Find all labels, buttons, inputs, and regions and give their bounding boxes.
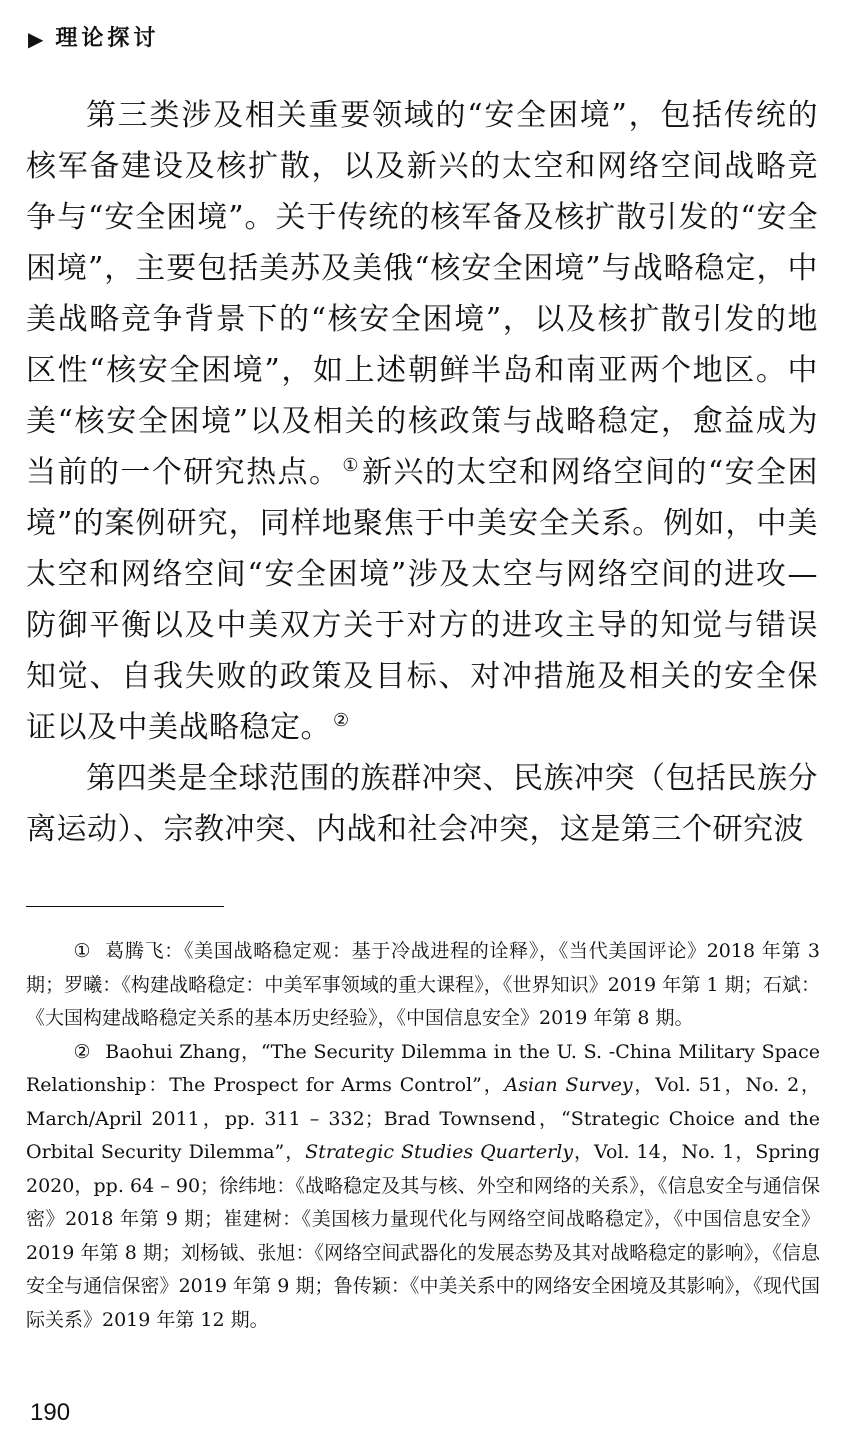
footnote-2-journal-1: Asian Survey <box>504 1074 633 1096</box>
footnote-2-text-2: ，Vol. 51，No. 2，March/April 2011，pp. 311 – 332；Brad Townsend，“Strategic Choice and the Orbital Security Dilemma”， <box>26 1074 820 1163</box>
footnote-2-text-3: ，Vol. 14，No. 1，Spring 2020，pp. 64 – 90；徐纬地：《战略稳定及其与核、外空和网络的关系》，《信息安全与通信保密》2018 年第 9 期；崔建树：《美国核力量现代化与网络空间战略稳定》，《中国信息安全》2019 年第 8 期；刘杨钺、张旭：《网络空间武器化的发展态势及其对战略稳定的影响》，《信息安全与通信保密》2019 年第 9 期；鲁传颖：《中美关系中的网络安全困境及其影响》，《现代国际关系》2019 年第 12 期。 <box>26 1141 820 1331</box>
main-text <box>26 90 818 855</box>
paragraph-1-part-b: 新兴的太空和网络空间的“安全困境”的案例研究，同样地聚焦于中美安全关系。例如，中美太空和网络空间“安全困境”涉及太空与网络空间的进攻—防御平衡以及中美双方关于对方的进攻主导的知觉与错误知觉、自我失败的政策及目标、对冲措施及相关的安全保证以及中美战略稳定。 <box>26 455 818 745</box>
footnote-ref-2[interactable]: ② <box>333 710 350 731</box>
paragraph-1-part-a: 第三类涉及相关重要领域的“安全困境”，包括传统的核军备建设及核扩散，以及新兴的太空和网络空间战略竞争与“安全困境”。关于传统的核军备及核扩散引发的“安全困境”，主要包括美苏及美俄“核安全困境”与战略稳定，中美战略竞争背景下的“核安全困境”，以及核扩散引发的地区性“核安全困境”，如上述朝鲜半岛和南亚两个地区。中美“核安全困境”以及相关的核政策与战略稳定，愈益成为当前的一个研究热点。 <box>26 98 818 490</box>
triangle-marker-icon: ▶ <box>28 27 44 51</box>
footnote-1 <box>26 935 820 1036</box>
footnote-ref-1[interactable]: ① <box>342 455 360 476</box>
footnotes <box>26 935 820 1337</box>
section-title: 理论探讨 <box>55 26 160 51</box>
footnote-1-number: ① <box>73 940 92 962</box>
footnote-divider <box>26 906 224 907</box>
footnote-2-journal-2: Strategic Studies Quarterly <box>305 1141 574 1163</box>
page-number: 190 <box>30 1399 71 1426</box>
footnote-2 <box>26 1036 820 1338</box>
footnote-2-text-1: Baohui Zhang，“The Security Dilemma in the U. S. -China Military Space Relationship：The Prospect for Arms Control”， <box>26 1040 820 1096</box>
footnote-2-number: ② <box>73 1040 92 1063</box>
paragraph-2: 第四类是全球范围的族群冲突、民族冲突（包括民族分离运动）、宗教冲突、内战和社会冲突，这是第三个研究波 <box>26 761 818 847</box>
footnote-1-text: 葛腾飞：《美国战略稳定观：基于冷战进程的诠释》，《当代美国评论》2018 年第 3 期；罗曦：《构建战略稳定：中美军事领域的重大课程》，《世界知识》2019 年第 1 期；石斌：《大国构建战略稳定关系的基本历史经验》，《中国信息安全》2019 年第 8 期。 <box>26 940 820 1029</box>
paragraph-1 <box>26 90 818 753</box>
running-header <box>28 24 159 54</box>
